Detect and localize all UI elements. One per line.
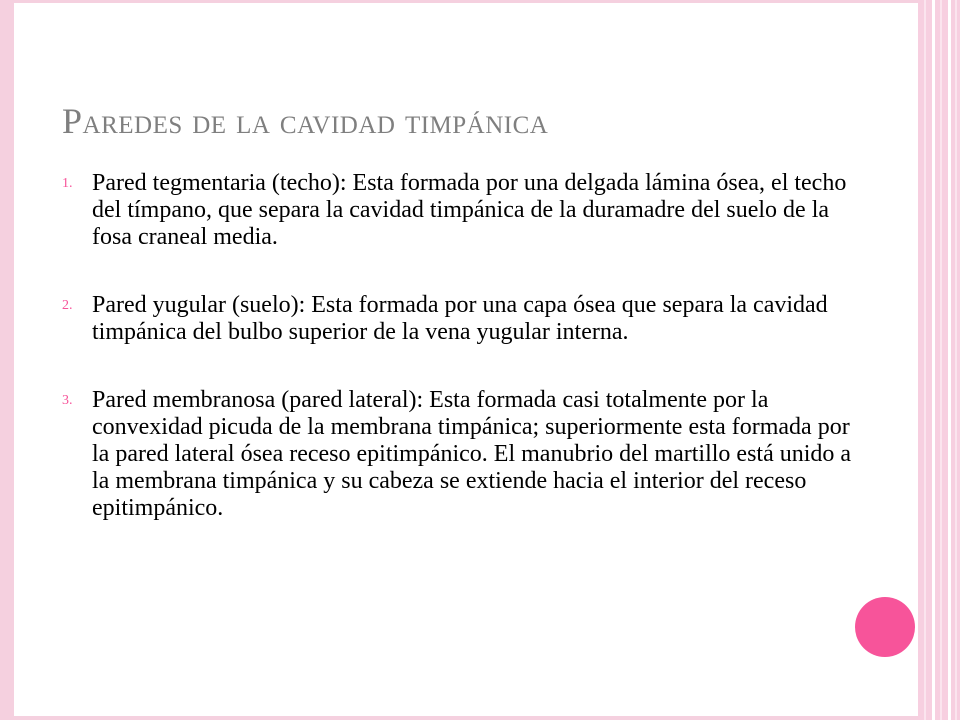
list-item-number: 3. (62, 393, 73, 408)
slide-title: Paredes de la cavidad timpánica (62, 101, 549, 141)
list-item-number: 2. (62, 298, 73, 313)
list-item-text: Pared membranosa (pared lateral): Esta formada casi totalmente por la convexidad picuda de la membrana timpánica; superiormente esta formada por la pared lateral ósea receso epitimpánico. El manubrio del martillo está unido a la membrana timpánica y su cabeza se extiende hacia el interior del receso epitimpánico. (92, 387, 852, 521)
stripe (948, 0, 951, 720)
slide-frame-top (0, 0, 920, 3)
list-item (62, 387, 852, 522)
list-item-text: Pared yugular (suelo): Esta formada por una capa ósea que separa la cavidad timpánica del bulbo superior de la vena yugular interna. (92, 292, 828, 345)
list-item-number: 1. (62, 176, 73, 191)
slide-frame-bottom (0, 716, 920, 720)
slide-frame-left (0, 0, 14, 720)
decorative-stripes (918, 0, 960, 720)
stripe (932, 0, 935, 720)
content-list (62, 170, 852, 563)
list-item-text: Pared tegmentaria (techo): Esta formada por una delgada lámina ósea, el techo del tímpano, que separa la cavidad timpánica de la duramadre del suelo de la fosa craneal media. (92, 170, 847, 250)
stripe (924, 0, 926, 720)
list-item (62, 292, 852, 346)
stripe (955, 0, 957, 720)
circle-decoration-icon (855, 597, 915, 657)
list-item (62, 170, 852, 251)
stripe (940, 0, 942, 720)
